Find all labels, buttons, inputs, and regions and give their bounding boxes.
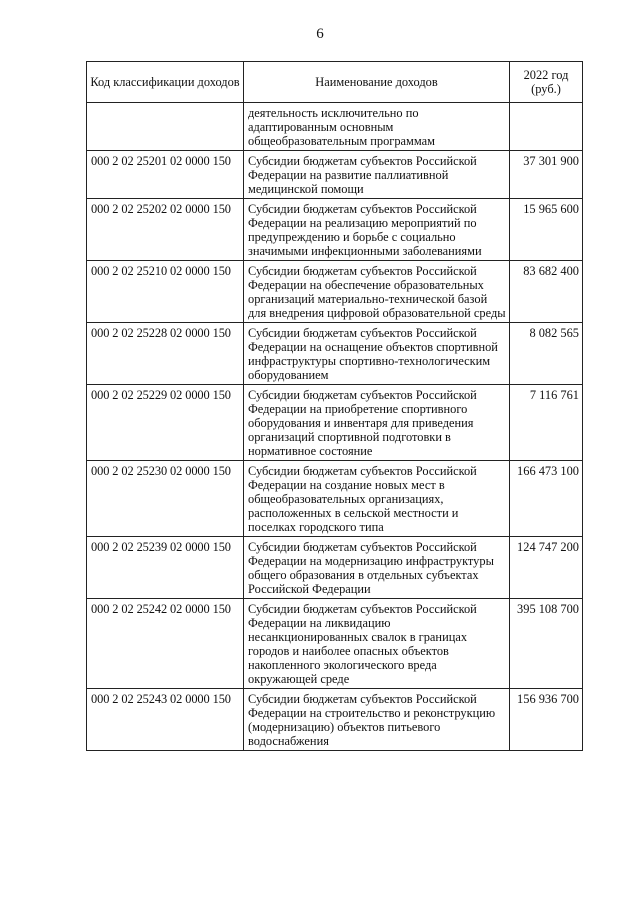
cell-code: 000 2 02 25239 02 0000 150 <box>87 537 244 599</box>
table-header <box>87 62 583 103</box>
table-row <box>87 199 583 261</box>
table-row <box>87 461 583 537</box>
cell-amount: 15 965 600 <box>510 199 583 261</box>
cell-code: 000 2 02 25230 02 0000 150 <box>87 461 244 537</box>
cell-code: 000 2 02 25210 02 0000 150 <box>87 261 244 323</box>
cell-amount <box>510 103 583 151</box>
cell-name: Субсидии бюджетам субъектов Российской Федерации на обеспечение образовательных организаций материально-технической базой для внедрения цифровой образовательной среды <box>244 261 510 323</box>
cell-code: 000 2 02 25228 02 0000 150 <box>87 323 244 385</box>
cell-name: Субсидии бюджетам субъектов Российской Федерации на строительство и реконструкцию (модернизацию) объектов питьевого водоснабжения <box>244 689 510 751</box>
table-row <box>87 261 583 323</box>
cell-name: Субсидии бюджетам субъектов Российской Федерации на реализацию мероприятий по предупреждению и борьбе с социально значимыми инфекционными заболеваниями <box>244 199 510 261</box>
cell-name: Субсидии бюджетам субъектов Российской Федерации на развитие паллиативной медицинской помощи <box>244 151 510 199</box>
cell-amount: 8 082 565 <box>510 323 583 385</box>
cell-amount: 166 473 100 <box>510 461 583 537</box>
cell-name: Субсидии бюджетам субъектов Российской Федерации на ликвидацию несанкционированных свалок в границах городов и наиболее опасных объектов накопленного экологического вреда окружающей среде <box>244 599 510 689</box>
table-row <box>87 689 583 751</box>
cell-code: 000 2 02 25202 02 0000 150 <box>87 199 244 261</box>
table-row <box>87 323 583 385</box>
table-body <box>87 103 583 751</box>
cell-name: Субсидии бюджетам субъектов Российской Федерации на модернизацию инфраструктуры общего образования в отдельных субъектах Российской Федерации <box>244 537 510 599</box>
header-name: Наименование доходов <box>244 62 510 103</box>
cell-code <box>87 103 244 151</box>
cell-code: 000 2 02 25243 02 0000 150 <box>87 689 244 751</box>
cell-code: 000 2 02 25201 02 0000 150 <box>87 151 244 199</box>
page-number: 6 <box>316 26 324 42</box>
table-row <box>87 385 583 461</box>
table-row <box>87 537 583 599</box>
cell-name: деятельность исключительно по адаптированным основным общеобразовательным программам <box>244 103 510 151</box>
cell-amount: 7 116 761 <box>510 385 583 461</box>
cell-name: Субсидии бюджетам субъектов Российской Федерации на приобретение спортивного оборудования и инвентаря для приведения организаций спортивной подготовки в нормативное состояние <box>244 385 510 461</box>
cell-amount: 83 682 400 <box>510 261 583 323</box>
header-code: Код классификации доходов <box>87 62 244 103</box>
table-row <box>87 599 583 689</box>
revenue-table <box>86 61 583 751</box>
cell-name: Субсидии бюджетам субъектов Российской Федерации на оснащение объектов спортивной инфраструктуры спортивно-технологическим оборудованием <box>244 323 510 385</box>
header-row <box>87 62 583 103</box>
header-amount: 2022 год (руб.) <box>510 62 583 103</box>
cell-amount: 124 747 200 <box>510 537 583 599</box>
cell-code: 000 2 02 25242 02 0000 150 <box>87 599 244 689</box>
cell-name: Субсидии бюджетам субъектов Российской Федерации на создание новых мест в общеобразовательных организациях, расположенных в сельской местности и поселках городского типа <box>244 461 510 537</box>
cell-amount: 156 936 700 <box>510 689 583 751</box>
cell-amount: 395 108 700 <box>510 599 583 689</box>
table-row <box>87 151 583 199</box>
cell-amount: 37 301 900 <box>510 151 583 199</box>
cell-code: 000 2 02 25229 02 0000 150 <box>87 385 244 461</box>
table-row <box>87 103 583 151</box>
